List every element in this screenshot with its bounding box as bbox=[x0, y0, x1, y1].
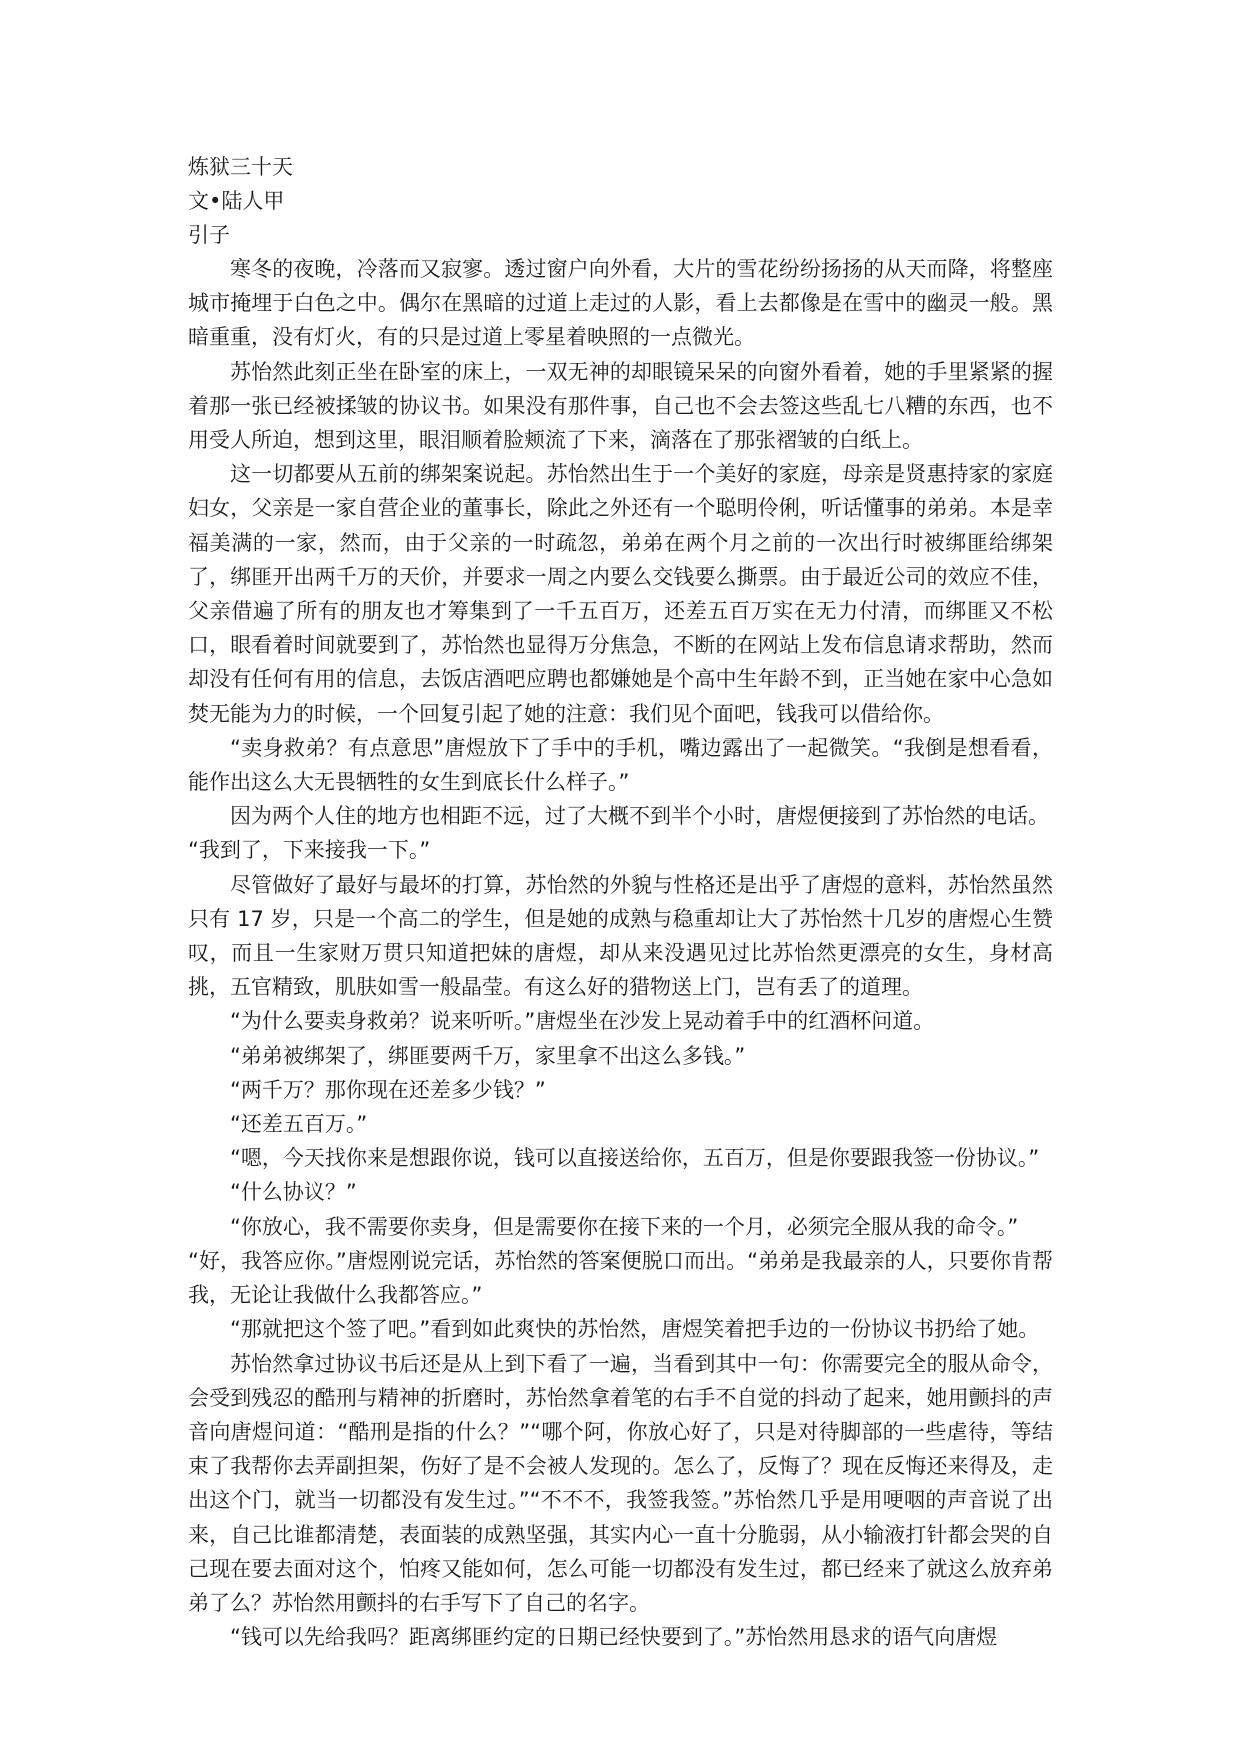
document-body bbox=[188, 150, 1053, 1654]
paragraph-12: “嗯，今天找你来是想跟你说，钱可以直接送给你，五百万，但是你要跟我签一份协议。” bbox=[230, 1146, 1040, 1171]
paragraph-2: 苏怡然此刻正坐在卧室的床上，一双无神的却眼镜呆呆的向窗外看着，她的手里紧紧的握着那一张已经被揉皱的协议书。如果没有那件事，自己也不会去签这些乱七八糟的东西，也不用受人所迫，想到这里，眼泪顺着脸颊流了下来，滴落在了那张褶皱的白纸上。 bbox=[188, 359, 1053, 453]
paragraph-3: 这一切都要从五前的绑架案说起。苏怡然出生于一个美好的家庭，母亲是贤惠持家的家庭妇女，父亲是一家自营企业的董事长，除此之外还有一个聪明伶俐，听话懂事的弟弟。本是幸福美满的一家，然而，由于父亲的一时疏忽，弟弟在两个月之前的一次出行时被绑匪给绑架了，绑匪开出两千万的天价，并要求一周之内要么交钱要么撕票。由于最近公司的效应不佳，父亲借遍了所有的朋友也才筹集到了一千五百万，还差五百万实在无力付清，而绑匪又不松口，眼看着时间就要到了，苏怡然也显得万分焦急，不断的在网站上发布信息请求帮助，然而却没有任何有用的信息，去饭店酒吧应聘也都嫌她是个高中生年龄不到，正当她在家中心急如焚无能为力的时候，一个回复引起了她的注意：我们见个面吧，钱我可以借给你。 bbox=[188, 462, 1053, 726]
paragraph-4: “卖身救弟？有点意思”唐煜放下了手中的手机，嘴边露出了一起微笑。“我倒是想看看，能作出这么大无畏牺牲的女生到底长什么样子。” bbox=[188, 735, 1053, 795]
paragraph-13: “什么协议？” bbox=[230, 1180, 357, 1205]
document-title: 炼狱三十天 bbox=[188, 155, 293, 179]
paragraph-14: “你放心，我不需要你卖身，但是需要你在接下来的一个月，必须完全服从我的命令。” bbox=[230, 1214, 1019, 1239]
paragraph-17: 苏怡然拿过协议书后还是从上到下看了一遍，当看到其中一句：你需要完全的服从命令，会受到残忍的酷刑与精神的折磨时，苏怡然拿着笔的右手不自觉的抖动了起来，她用颤抖的声音向唐煜问道：“酷刑是指的什么？”“哪个阿，你放心好了，只是对待脚部的一些虐待，等结束了我帮你去弄副担架，伤好了是不会被人发现的。怎么了，反悔了？现在反悔还来得及，走出这个门，就当一切都没有发生过。”“不不不，我签我签。”苏怡然几乎是用哽咽的声音说了出来，自己比谁都清楚，表面装的成熟坚强，其实内心一直十分脆弱，从小输液打针都会哭的自己现在要去面对这个，怕疼又能如何，怎么可能一切都没有发生过，都已经来了就这么放弃弟弟了么？苏怡然用颤抖的右手写下了自己的名字。 bbox=[188, 1351, 1053, 1615]
paragraph-18: “钱可以先给我吗？距离绑匪约定的日期已经快要到了。”苏怡然用恳求的语气向唐煜 bbox=[230, 1625, 998, 1650]
paragraph-16: “那就把这个签了吧。”看到如此爽快的苏怡然，唐煜笑着把手边的一份协议书扔给了她。 bbox=[230, 1317, 1040, 1342]
paragraph-8: “为什么要卖身救弟？说来听听。”唐煜坐在沙发上晃动着手中的红酒杯问道。 bbox=[230, 1009, 935, 1034]
author-line: 文•陆人甲 bbox=[188, 189, 285, 213]
paragraph-1: 寒冬的夜晚，冷落而又寂寥。透过窗户向外看，大片的雪花纷纷扬扬的从天而降，将整座城市掩埋于白色之中。偶尔在黑暗的过道上走过的人影，看上去都像是在雪中的幽灵一般。黑暗重重，没有灯火，有的只是过道上零星着映照的一点微光。 bbox=[188, 257, 1053, 350]
paragraph-5: 因为两个人住的地方也相距不远，过了大概不到半个小时，唐煜便接到了苏怡然的电话。 bbox=[230, 804, 1049, 829]
paragraph-6: “我到了，下来接我一下。” bbox=[188, 838, 431, 863]
paragraph-10: “两千万？那你现在还差多少钱？” bbox=[230, 1077, 546, 1102]
paragraph-11: “还差五百万。” bbox=[230, 1112, 368, 1137]
paragraph-7: 尽管做好了最好与最坏的打算，苏怡然的外貌与性格还是出乎了唐煜的意料，苏怡然虽然只有 17 岁，只是一个高二的学生，但是她的成熟与稳重却让大了苏怡然十几岁的唐煜心生赞叹，而且一生家财万贯只知道把妹的唐煜，却从来没遇见过比苏怡然更漂亮的女生，身材高挑，五官精致，肌肤如雪一般晶莹。有这么好的猎物送上门，岂有丢了的道理。 bbox=[188, 872, 1053, 1000]
paragraph-9: “弟弟被绑架了，绑匪要两千万，家里拿不出这么多钱。” bbox=[230, 1043, 746, 1068]
section-heading: 引子 bbox=[188, 223, 230, 247]
paragraph-15: “好，我答应你。”唐煜刚说完话，苏怡然的答案便脱口而出。“弟弟是我最亲的人，只要你肯帮我，无论让我做什么我都答应。” bbox=[188, 1248, 1053, 1308]
